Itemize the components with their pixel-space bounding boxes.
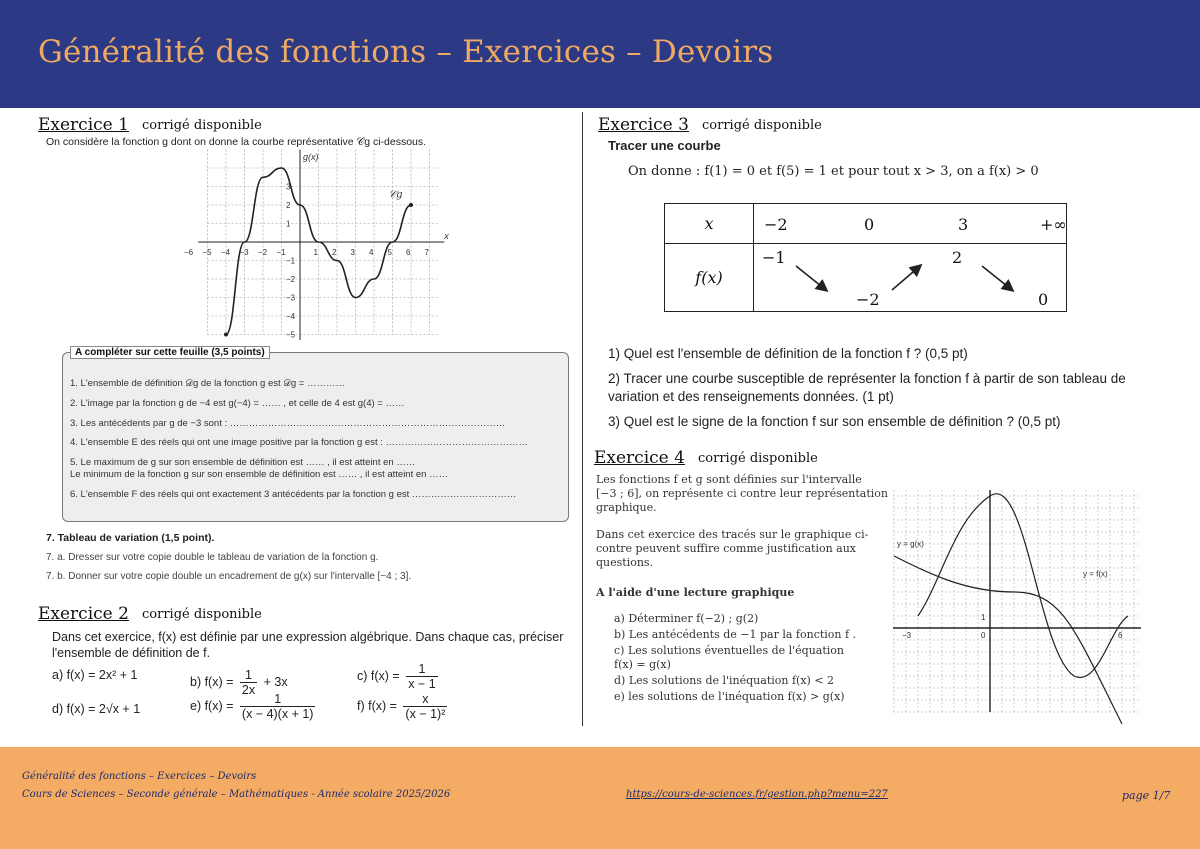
- exercise3-title: Exercice 3: [598, 115, 689, 135]
- exercise4-text-6: contre peuvent suffire comme justification aux: [596, 542, 857, 555]
- exercise4-qc2: f(x) = g(x): [614, 658, 671, 671]
- x-tick-label: 6: [406, 248, 411, 257]
- exercise4-title: Exercice 4: [594, 448, 685, 468]
- page-header: [0, 0, 1200, 108]
- exercise1-q6: 6. L'ensemble F des réels qui ont exactement 3 antécédents par la fonction g est ……………………………: [70, 489, 517, 500]
- exercise2-item-b: b) f(x) = $\frac{1}{2x}$ + 3x: [190, 668, 288, 697]
- x-tick-label: 5: [387, 248, 392, 257]
- x-axis-label: x: [444, 231, 449, 241]
- y-tick-label: −3: [286, 293, 296, 303]
- curve-f: [918, 494, 1128, 678]
- x-tick-label: −2: [258, 248, 268, 257]
- exercise1-part7a: 7. a. Dresser sur votre copie double le tableau de variation de la fonction g.: [46, 552, 379, 563]
- exercise4-qb: b) Les antécédents de −1 par la fonction f .: [614, 628, 857, 641]
- exercise3-heading: Tracer une courbe: [608, 138, 721, 153]
- x-value: 3: [958, 215, 969, 234]
- footer-link[interactable]: https://cours-de-sciences.fr/gestion.php?menu=227: [626, 789, 888, 800]
- exercise1-graph: [184, 150, 465, 345]
- footer-line2: Cours de Sciences – Seconde générale – Mathématiques - Année scolaire 2025/2026: [22, 789, 451, 800]
- footer-line1: Généralité des fonctions – Exercices – Devoirs: [22, 771, 257, 782]
- x-tick-label: 2: [332, 248, 337, 257]
- exercise4-graph: [893, 490, 1141, 712]
- exercise2-intro-line1: Dans cet exercice, f(x) est définie par une expression algébrique. Dans chaque cas, préciser: [52, 630, 564, 644]
- exercise3-q2b: variation et des renseignements données. (1 pt): [608, 389, 894, 404]
- f-value: 0: [1038, 290, 1049, 309]
- curve-endpoint: [409, 203, 413, 207]
- exercise4-qa: a) Déterminer f(−2) ; g(2): [614, 612, 759, 625]
- y-axis-label: g(x): [303, 152, 319, 162]
- exercise4-text-5: Dans cet exercice des tracés sur le graphique ci-: [596, 528, 869, 541]
- exercise4-qd: d) Les solutions de l'inéquation f(x) < 2: [614, 674, 835, 687]
- exercise1-part7-title: 7. Tableau de variation (1,5 point).: [46, 532, 215, 544]
- x-value: −2: [764, 215, 788, 234]
- exercise3-variation-table: [664, 203, 1067, 312]
- footer-page-number: page 1/7: [1122, 789, 1171, 802]
- exercise2-item-f: f) f(x) = $\frac{x}{\text{(x − 1)²}}$: [357, 692, 446, 721]
- exercise1-intro: On considère la fonction g dont on donne la courbe représentative 𝒞g ci-dessous.: [46, 136, 427, 148]
- exercise1-title: Exercice 1: [38, 115, 129, 135]
- exercise2-item-d: d) f(x) = 2√x + 1: [52, 702, 141, 716]
- x-tick-label: 7: [424, 248, 429, 257]
- exercise1-part7b: 7. b. Donner sur votre copie double un encadrement de g(x) sur l'intervalle [−4 ; 3].: [46, 571, 412, 582]
- table-f-head: f(x): [665, 244, 754, 312]
- exercise1-q4: 4. L'ensemble E des réels qui ont une image positive par la fonction g est : ………………………………………: [70, 437, 528, 448]
- exercise4-subheading: A l'aide d'une lecture graphique: [596, 586, 795, 599]
- exercise3-given: On donne : f(1) = 0 et f(5) = 1 et pour tout x > 3, on a f(x) > 0: [628, 164, 1039, 179]
- x-value: 0: [864, 215, 875, 234]
- exercise3-badge: corrigé disponible: [702, 118, 822, 133]
- graph-tick-label: −3: [902, 631, 912, 640]
- y-tick-label: 3: [286, 182, 291, 192]
- f-value: −2: [856, 290, 880, 309]
- column-divider: [582, 112, 583, 726]
- y-tick-label: −1: [286, 256, 296, 266]
- curve-f-label: y = f(x): [1083, 569, 1108, 579]
- table-x-head: x: [665, 204, 754, 244]
- exercise1-q1: 1. L'ensemble de définition 𝒟g de la fonction g est 𝒟g = …………: [70, 378, 345, 389]
- x-tick-label: 4: [369, 248, 374, 257]
- exercise4-qe: e) les solutions de l'inéquation f(x) > g(x): [614, 690, 845, 703]
- x-tick-label: 3: [350, 248, 355, 257]
- exercise3-q2: 2) Tracer une courbe susceptible de représenter la fonction f à partir de son tableau de: [608, 371, 1126, 386]
- exercise4-qc: c) Les solutions éventuelles de l'équation: [614, 644, 845, 657]
- curve-g-label: y = g(x): [897, 539, 924, 549]
- exercise4-badge: corrigé disponible: [698, 451, 818, 466]
- exercise1-box-title: A compléter sur cette feuille (3,5 points): [70, 346, 270, 359]
- f-value: 2: [952, 248, 963, 267]
- exercise4-text-1: Les fonctions f et g sont définies sur l'intervalle: [596, 473, 862, 486]
- exercise2-title: Exercice 2: [38, 604, 129, 624]
- exercise2-item-c: c) f(x) = $\frac{1}{x - 1}$: [357, 662, 436, 691]
- exercise2-badge: corrigé disponible: [142, 607, 262, 622]
- graph-tick-label: 0: [981, 631, 986, 640]
- curve-endpoint: [224, 333, 228, 337]
- x-value: +∞: [1040, 215, 1067, 234]
- exercise2-intro-line2: l'ensemble de définition de f.: [52, 646, 211, 660]
- exercise1-q2: 2. L'image par la fonction g de −4 est g(−4) = …… , et celle de 4 est g(4) = ……: [70, 398, 405, 409]
- exercise1-q5b: Le minimum de la fonction g sur son ensemble de définition est …… , il est atteint en ……: [70, 469, 449, 480]
- y-tick-label: −4: [286, 312, 296, 321]
- exercise3-q1: 1) Quel est l'ensemble de définition de la fonction f ? (0,5 pt): [608, 346, 968, 361]
- exercise2-item-e: e) f(x) = $\frac{1}{(x - 4)(x + 1)}$: [190, 692, 314, 721]
- x-tick-label: −6: [184, 248, 194, 257]
- x-tick-label: −1: [276, 248, 286, 257]
- x-tick-label: −4: [221, 248, 231, 257]
- exercise3-q3: 3) Quel est le signe de la fonction f sur son ensemble de définition ? (0,5 pt): [608, 414, 1061, 429]
- table-f-row: [754, 244, 1067, 312]
- arrow-down-icon: [982, 266, 1012, 290]
- y-tick-label: −2: [286, 275, 296, 284]
- page-title: Généralité des fonctions – Exercices – Devoirs: [38, 34, 774, 70]
- exercise1-q3: 3. Les antécédents par g de −3 sont : ……………………………………………………………………………: [70, 418, 506, 429]
- exercise4-text-7: questions.: [596, 556, 654, 569]
- exercise1-badge: corrigé disponible: [142, 118, 262, 133]
- curve-label: 𝒞g: [388, 189, 403, 201]
- x-tick-label: 1: [313, 248, 318, 257]
- x-tick-label: −3: [239, 248, 249, 257]
- graph-tick-label: 6: [1118, 631, 1123, 640]
- x-tick-label: −5: [202, 248, 212, 257]
- f-value: −1: [762, 248, 786, 267]
- arrow-up-icon: [892, 266, 920, 290]
- exercise4-text-3: graphique.: [596, 501, 657, 514]
- y-tick-label: 2: [286, 201, 291, 210]
- table-x-row: [754, 204, 1067, 244]
- graph-tick-label: 1: [981, 613, 986, 622]
- exercise1-q5: 5. Le maximum de g sur son ensemble de définition est …… , il est atteint en ……: [70, 457, 416, 468]
- variation-arrows: [754, 244, 1064, 310]
- curve-g: [894, 556, 1122, 724]
- exercise2-item-a: a) f(x) = 2x² + 1: [52, 668, 138, 682]
- y-tick-label: 1: [286, 219, 291, 229]
- exercise4-text-2: [−3 ; 6], on représente ci contre leur représentation: [596, 487, 888, 500]
- arrow-down-icon: [796, 266, 826, 290]
- y-tick-label: −5: [286, 330, 296, 340]
- page-footer: [0, 747, 1200, 849]
